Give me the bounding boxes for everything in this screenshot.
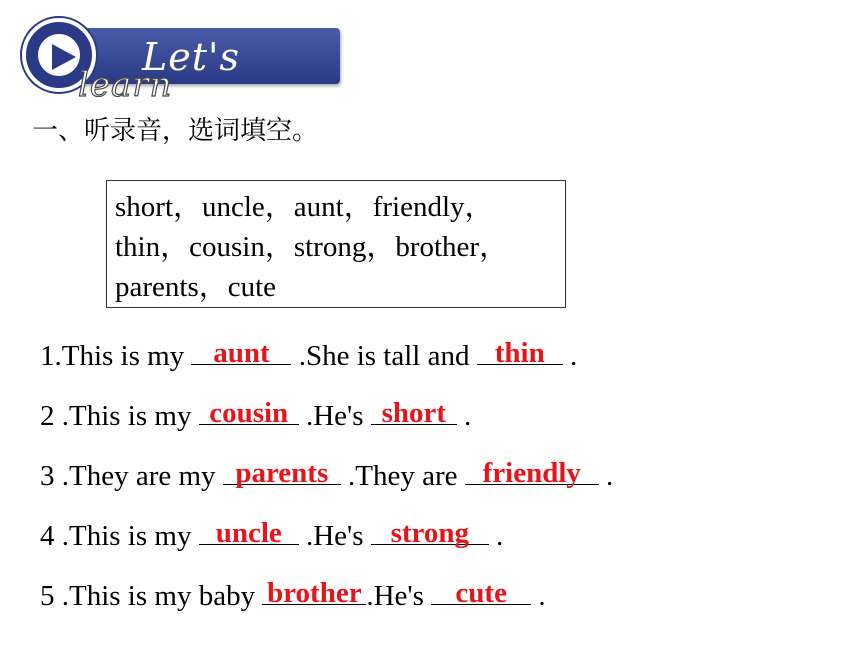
play-icon <box>48 42 78 72</box>
question-text: . <box>598 460 614 492</box>
question-text: . <box>531 580 546 612</box>
question-number: 3 <box>40 460 55 492</box>
question-4 <box>40 517 504 552</box>
question-text: . <box>456 400 472 432</box>
answer-text: parents <box>235 457 329 489</box>
question-text: .This is my <box>54 520 199 552</box>
question-2 <box>40 397 472 432</box>
answer-blank[interactable] <box>465 457 599 489</box>
question-text: . <box>488 520 504 552</box>
answer-blank[interactable] <box>223 457 341 489</box>
answer-text: cute <box>455 577 507 609</box>
word-bank-box <box>106 180 566 308</box>
word-bank-line: parents，cute <box>115 271 277 303</box>
question-text: .He's <box>366 580 432 612</box>
question-text: .This is my <box>54 340 192 372</box>
question-number: 1 <box>40 340 55 372</box>
answer-text: short <box>381 397 447 429</box>
word-bank-line: thin，cousin，strong，brother， <box>115 231 509 263</box>
answer-text: cousin <box>209 397 289 429</box>
question-number: 5 <box>40 580 55 612</box>
question-text: .They are my <box>54 460 223 492</box>
instruction-heading: 一、听录音，选词填空。 <box>32 116 319 146</box>
question-5 <box>40 577 546 612</box>
answer-text: aunt <box>213 337 270 369</box>
question-number: 2 <box>40 400 55 432</box>
question-number: 4 <box>40 520 55 552</box>
question-3 <box>40 457 614 492</box>
learn-title: learn <box>78 65 173 105</box>
question-text: .They are <box>340 460 465 492</box>
question-text: .He's <box>298 520 371 552</box>
answer-blank[interactable] <box>191 337 291 369</box>
play-icon-ring <box>34 30 84 80</box>
answer-text: brother <box>267 577 362 609</box>
answer-blank[interactable] <box>199 517 299 549</box>
question-text: .He's <box>298 400 371 432</box>
question-1 <box>40 337 578 372</box>
answer-blank[interactable] <box>477 337 563 369</box>
answer-blank[interactable] <box>371 517 489 549</box>
answer-blank[interactable] <box>431 577 531 609</box>
answer-text: uncle <box>215 517 282 549</box>
question-text: .This is my baby <box>54 580 263 612</box>
answer-blank[interactable] <box>199 397 299 429</box>
question-text: .This is my <box>54 400 199 432</box>
word-bank-line: short，uncle，aunt，friendly， <box>115 191 494 223</box>
answer-text: friendly <box>482 457 581 489</box>
question-text: . <box>562 340 578 372</box>
answer-blank[interactable] <box>262 577 366 609</box>
question-text: .She is tall and <box>291 340 477 372</box>
answer-text: strong <box>390 517 469 549</box>
lets-title: Let's <box>142 35 240 79</box>
answer-text: thin <box>494 337 545 369</box>
answer-blank[interactable] <box>371 397 457 429</box>
